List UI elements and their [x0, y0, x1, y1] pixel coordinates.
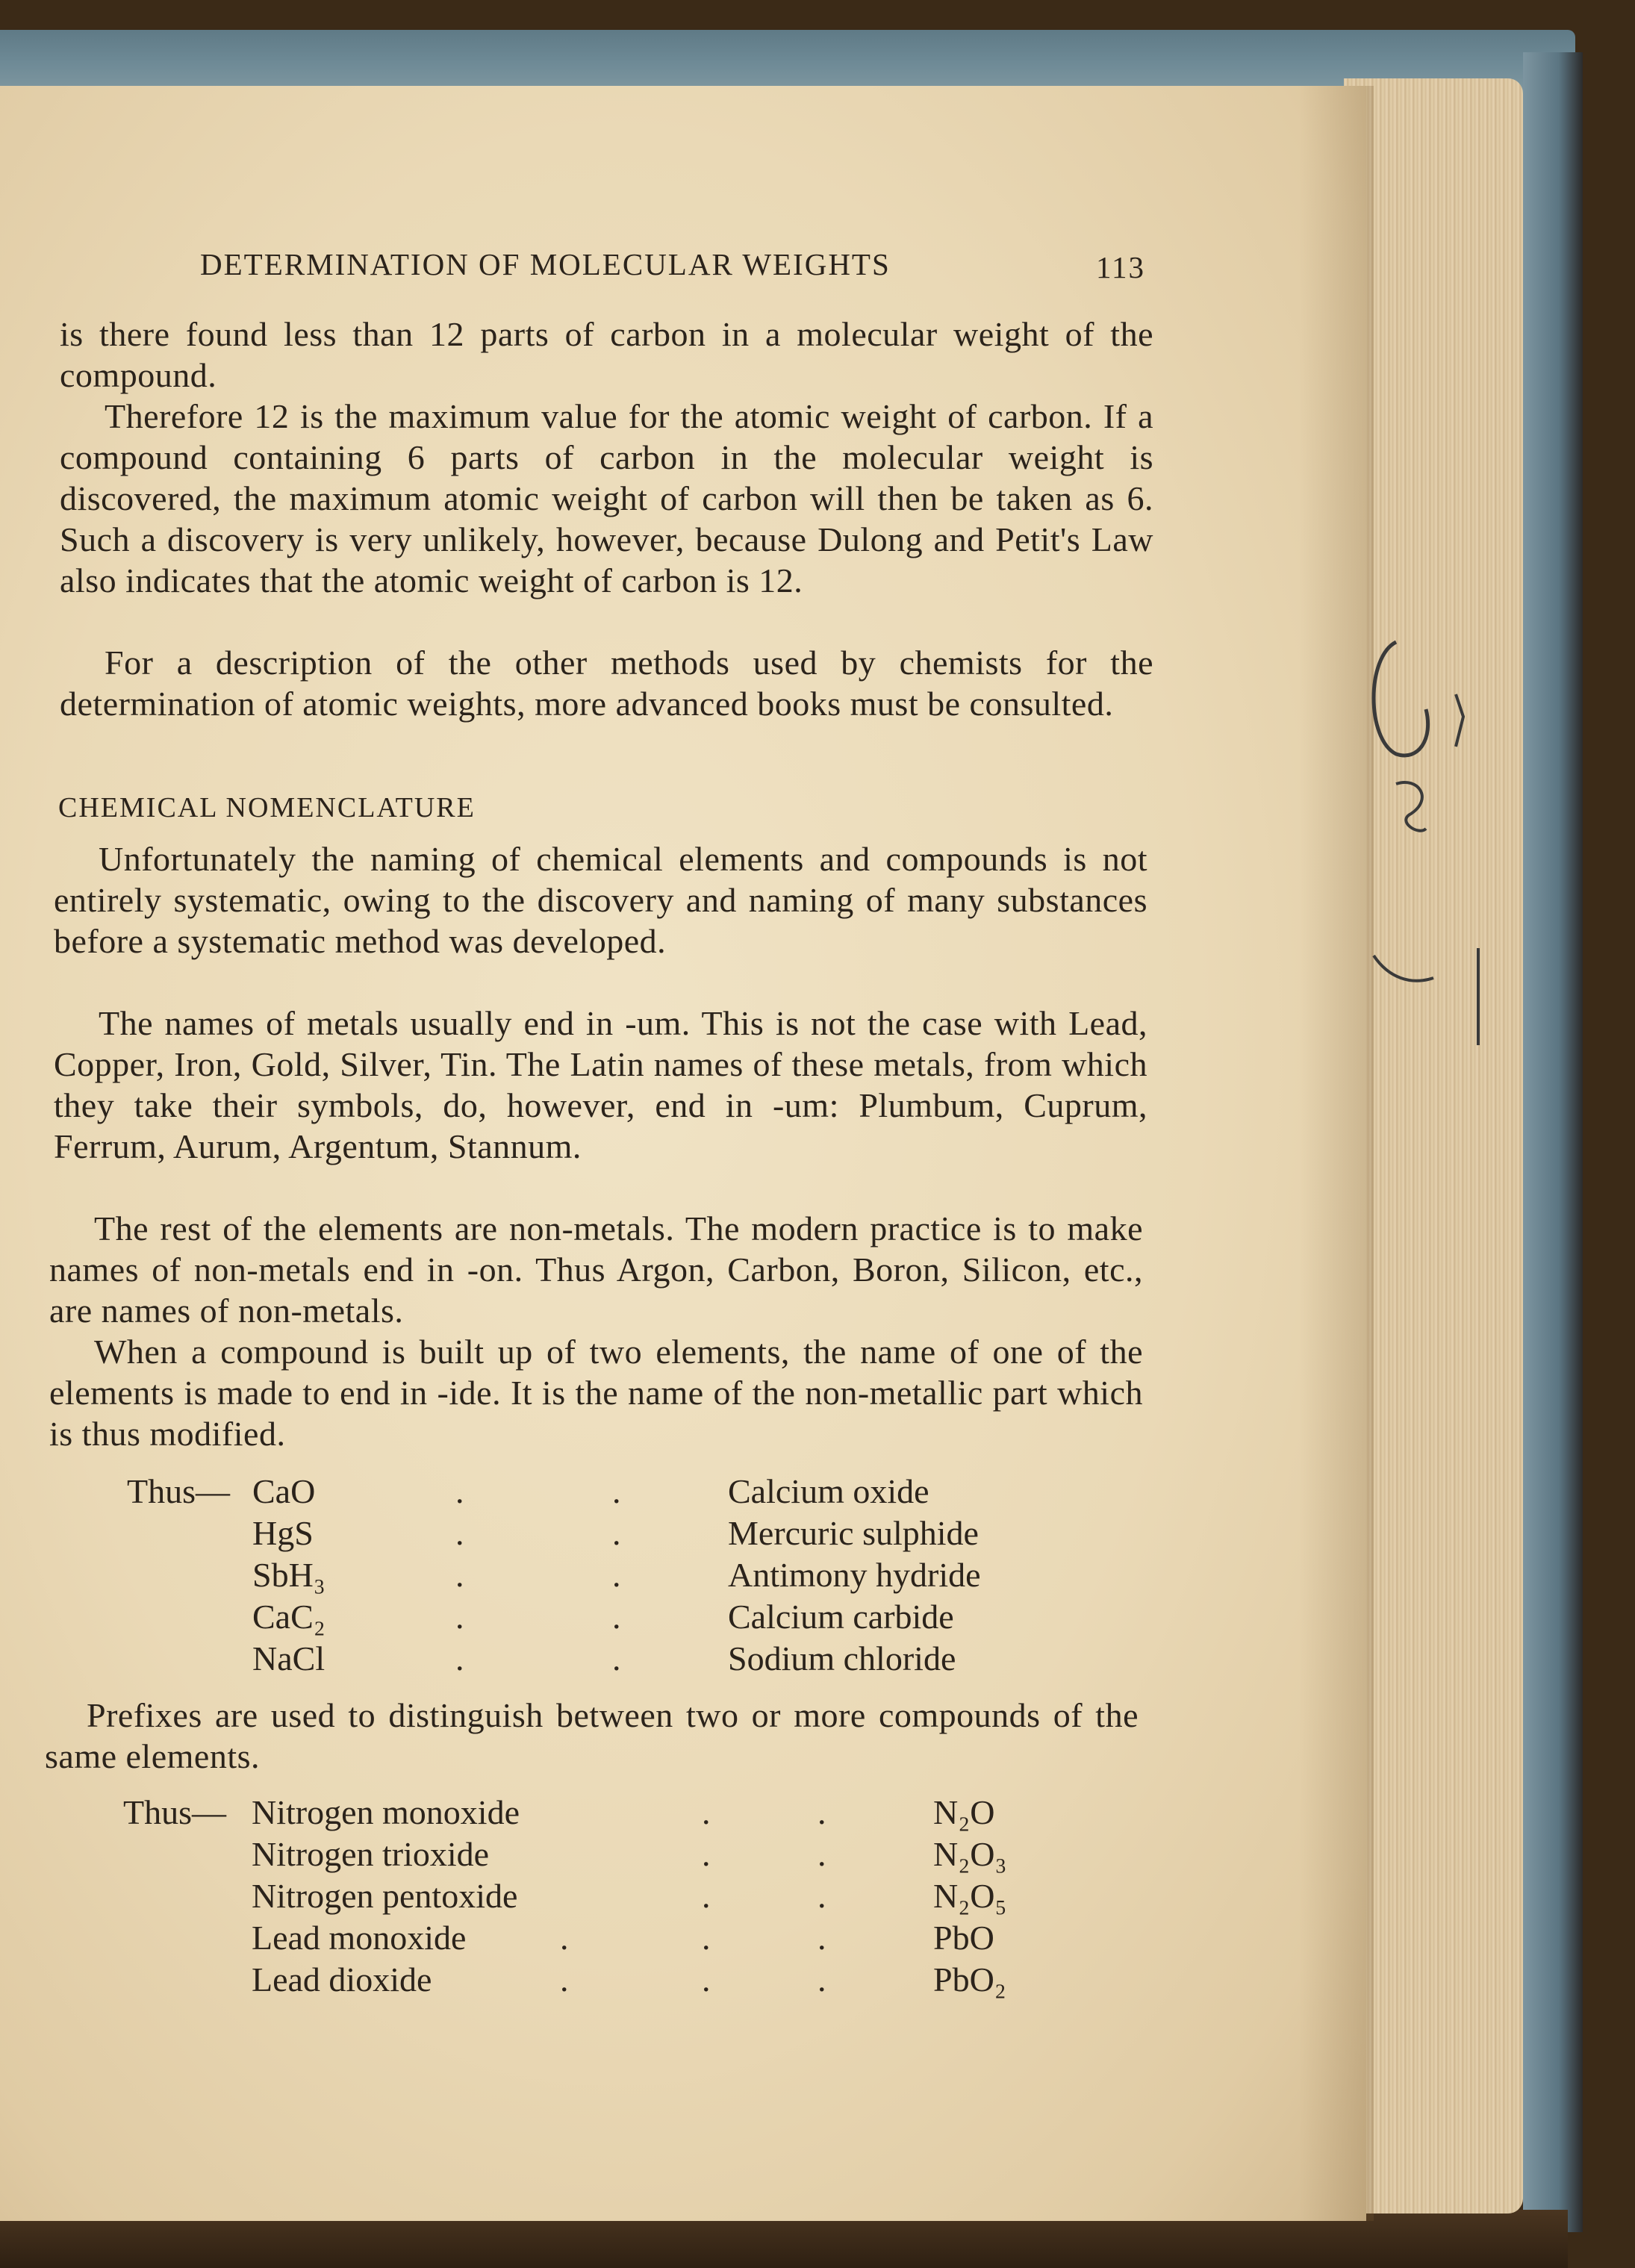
table-row [127, 1554, 1097, 1596]
running-head-title: DETERMINATION OF MOLECULAR WEIGHTS [200, 247, 891, 281]
formula-cell: N₂O₅ [933, 1877, 1007, 1915]
nomenclature-paragraph-2: The names of metals usually end in -um. This is not the case with Lead, Copper, Iron, Gold, Silver, Tin. The Latin names of these metals, from which they take their symbols, do, however, end in -um: Plumbum, Cuprum, Ferrum, Aurum, Argentum, Stannum. [54, 1004, 1147, 1165]
leader-dot: . [702, 1960, 711, 1998]
table-row [127, 1638, 1097, 1680]
leader-dot: . [702, 1919, 711, 1957]
handwritten-pencil-marks [1351, 627, 1523, 1045]
table-row [127, 1596, 1097, 1638]
table-row [123, 1917, 1094, 1959]
formula-cell: CaO [252, 1472, 316, 1510]
paragraph-3: For a description of the other methods used by chemists for the determination of atomic weights, more advanced books must be consulted. [60, 644, 1153, 723]
leader-dot: . [612, 1514, 621, 1552]
leader-dot: . [612, 1556, 621, 1594]
leader-dot: . [702, 1835, 711, 1873]
compound-name-cell: Calcium carbide [728, 1598, 954, 1636]
compound-name-cell: Lead dioxide [252, 1960, 432, 1998]
nomenclature-paragraph-1: Unfortunately the naming of chemical elements and compounds is not entirely systematic, owing to the discovery and naming of many substances before a systematic method was developed. [54, 840, 1147, 960]
prefix-paragraph: Prefixes are used to distinguish between two or more compounds of the same elements. [45, 1696, 1139, 1775]
formula-cell: NaCl [252, 1639, 326, 1677]
formula-cell: PbO [933, 1919, 994, 1957]
formula-cell: PbO₂ [933, 1960, 1006, 1998]
leader-dot: . [818, 1919, 826, 1957]
leader-dot: . [818, 1877, 826, 1915]
nomenclature-paragraph-4: When a compound is built up of two elements, the name of one of the elements is made to end in -ide. It is the name of the non-metallic part which is thus modified. [49, 1333, 1143, 1453]
leader-dot: . [702, 1793, 711, 1831]
compound-name-cell: Lead monoxide [252, 1919, 467, 1957]
page-gutter-shade [1299, 86, 1374, 2221]
leader-dot: . [702, 1877, 711, 1915]
leader-dot: . [612, 1639, 621, 1677]
compound-name-cell: Sodium chloride [728, 1639, 956, 1677]
compound-name-cell: Nitrogen trioxide [252, 1835, 490, 1873]
running-header [200, 246, 1171, 284]
leader-dot: . [818, 1835, 826, 1873]
leader-dot: . [455, 1556, 464, 1594]
formula-cell: N₂O [933, 1793, 995, 1831]
formula-cell: CaC₂ [252, 1598, 326, 1636]
formula-cell: SbH₃ [252, 1556, 326, 1594]
compound-name-cell: Nitrogen monoxide [252, 1793, 520, 1831]
compound-name-cell: Calcium oxide [728, 1472, 929, 1510]
table-lead: Thus— [127, 1472, 230, 1510]
leader-dot: . [560, 1919, 569, 1957]
paragraph-1: is there found less than 12 parts of carbon in a molecular weight of the compound. [60, 315, 1153, 394]
leader-dot: . [455, 1598, 464, 1636]
table-row [123, 1834, 1094, 1875]
table-row [127, 1512, 1097, 1554]
paragraph-2: Therefore 12 is the maximum value for the atomic weight of carbon. If a compound containing 6 parts of carbon in the molecular weight is discovered, the maximum atomic weight of carbon will then be taken as 6. Such a discovery is very unlikely, however, because Dulong and Petit's Law also indicates that the atomic weight of carbon is 12. [60, 397, 1153, 599]
compound-name-cell: Nitrogen pentoxide [252, 1877, 518, 1915]
formula-cell: HgS [252, 1514, 314, 1552]
section-heading: CHEMICAL NOMENCLATURE [58, 792, 476, 823]
leader-dot: . [612, 1472, 621, 1510]
table-lead: Thus— [123, 1793, 226, 1831]
leader-dot: . [612, 1598, 621, 1636]
nomenclature-paragraph-3: The rest of the elements are non-metals. The modern practice is to make names of non-metals end in -on. Thus Argon, Carbon, Boron, Silicon, etc., are names of non-metals. [49, 1209, 1143, 1330]
binary-compounds-table [127, 1471, 1097, 1680]
prefix-compounds-table [123, 1792, 1094, 2001]
leader-dot: . [818, 1960, 826, 1998]
table-row [127, 1471, 1097, 1512]
compound-name-cell: Mercuric sulphide [728, 1514, 979, 1552]
formula-cell: N₂O₃ [933, 1835, 1007, 1873]
table-row [123, 1875, 1094, 1917]
leader-dot: . [818, 1793, 826, 1831]
leader-dot: . [455, 1639, 464, 1677]
table-row [123, 1959, 1094, 2001]
compound-name-cell: Antimony hydride [728, 1556, 981, 1594]
leader-dot: . [560, 1960, 569, 1998]
page-number: 113 [1096, 250, 1145, 284]
book-cover-right-edge [1523, 52, 1583, 2232]
leader-dot: . [455, 1472, 464, 1510]
leader-dot: . [455, 1514, 464, 1552]
table-row [123, 1792, 1094, 1834]
